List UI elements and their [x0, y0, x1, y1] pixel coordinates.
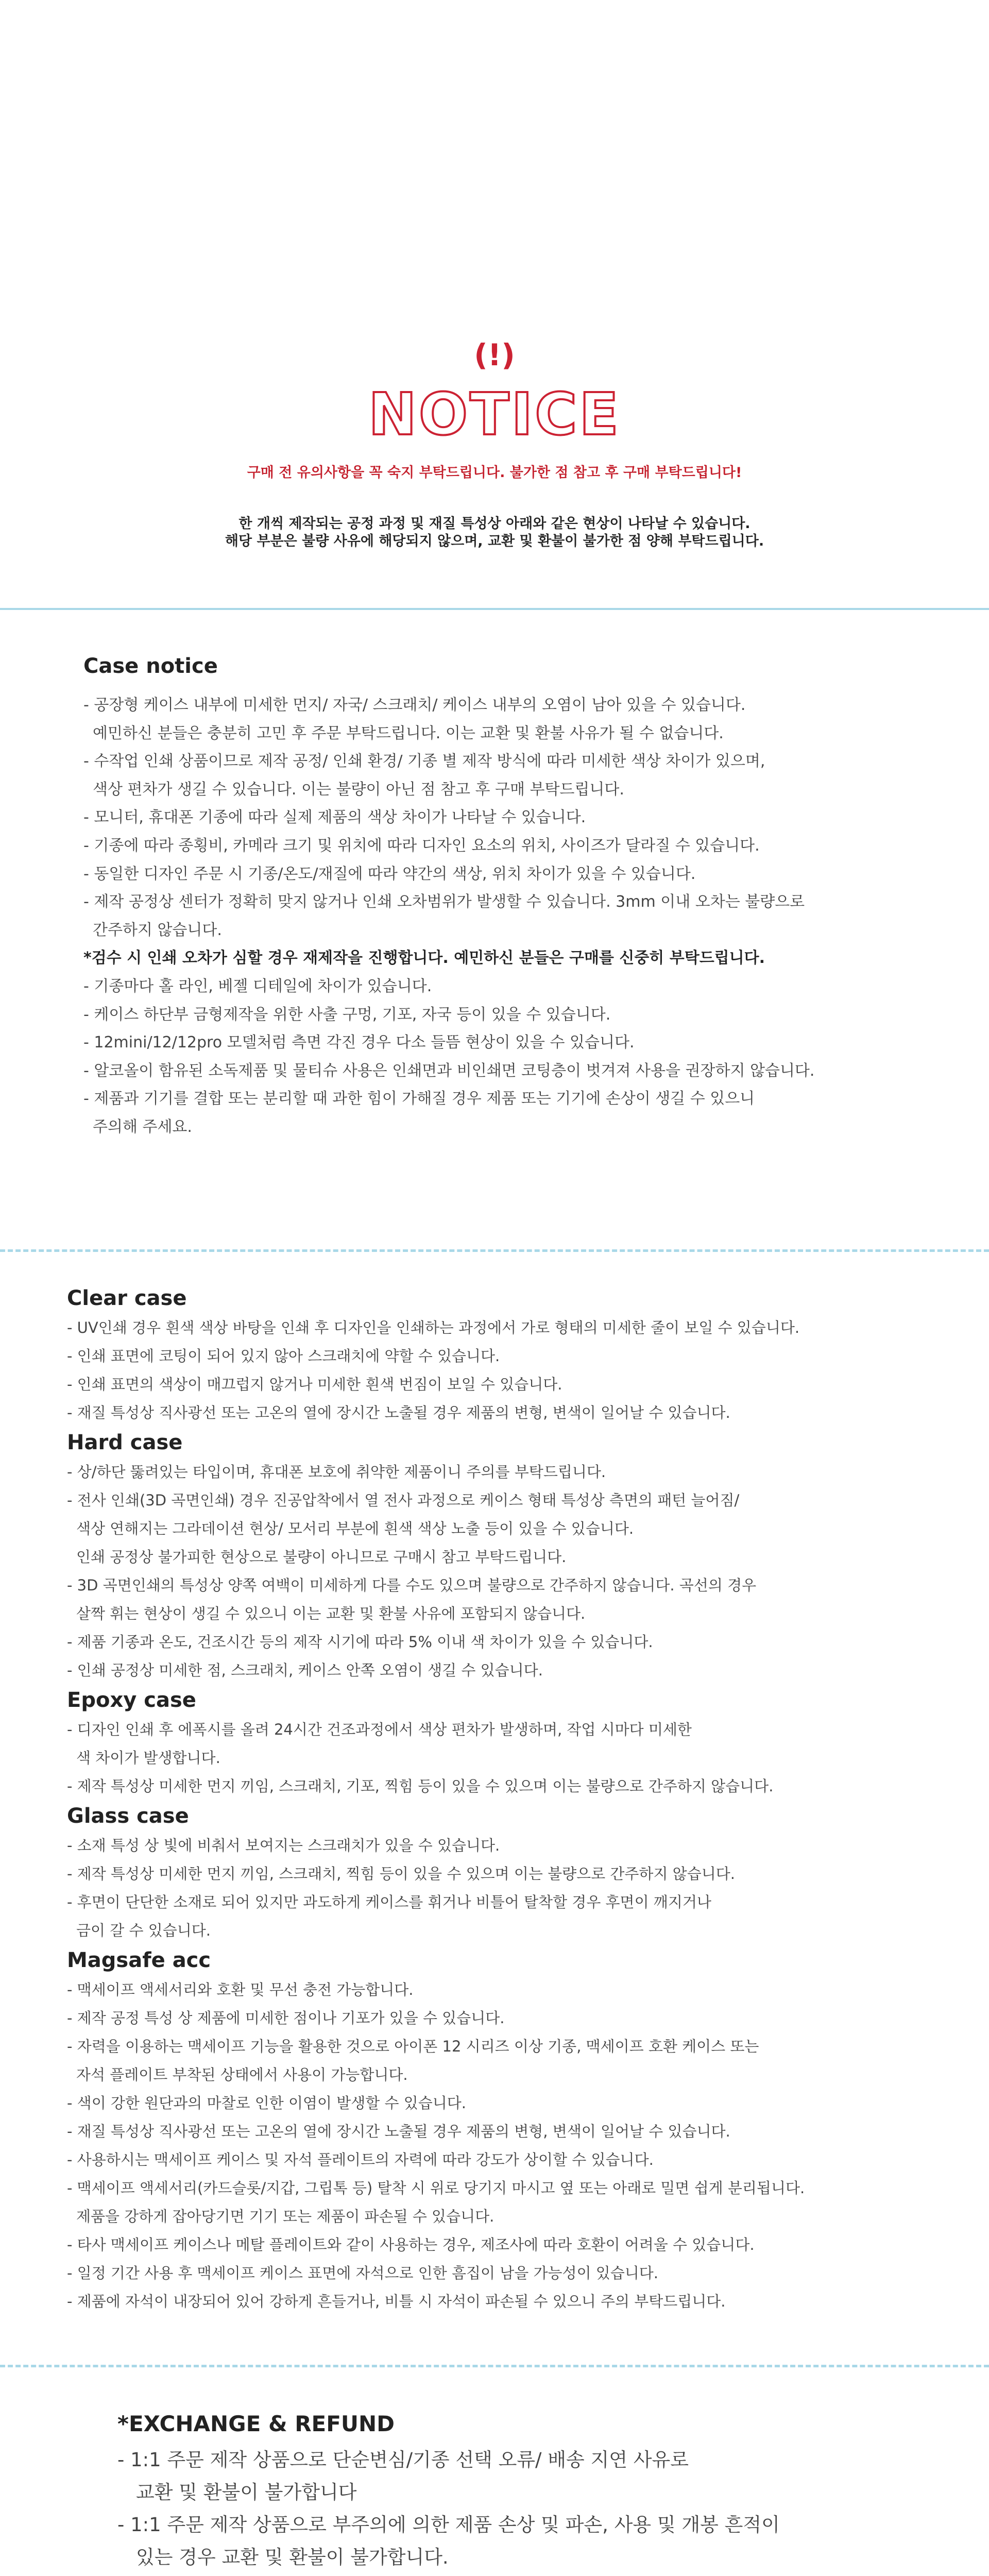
notice-line-emphasis: *검수 시 인쇄 오차가 심할 경우 재제작을 진행합니다. 예민하신 분들은 구매를 신중히 부탁드립니다.: [83, 949, 765, 968]
hero-description-line: 해당 부분은 불량 사유에 해당되지 않으며, 교환 및 환불이 불가한 점 양해 부탁드립니다.: [225, 533, 764, 549]
glass-case-line: - 후면이 단단한 소재로 되어 있지만 과도하게 케이스를 휘거나 비틀어 탈착할 경우 후면이 깨지거나: [67, 1893, 711, 1911]
magsafe-title: Magsafe acc: [67, 1948, 211, 1972]
hard-case-line: 살짝 휘는 현상이 생길 수 있으니 이는 교환 및 환불 사유에 포함되지 않습니다.: [76, 1605, 586, 1622]
hard-case-line: 인쇄 공정상 불가피한 현상으로 불량이 아니므로 구매시 참고 부탁드립니다.: [76, 1548, 567, 1566]
glass-case-title: Glass case: [67, 1804, 189, 1828]
notice-line: - 기종에 따라 종횡비, 카메라 크기 및 위치에 따라 디자인 요소의 위치, 사이즈가 달라질 수 있습니다.: [83, 836, 760, 855]
magsafe-line: - 맥세이프 액세서리(카드슬롯/지갑, 그립톡 등) 탈착 시 위로 당기지 마시고 옆 또는 아래로 밀면 쉽게 분리됩니다.: [67, 2179, 805, 2197]
section-divider: [0, 1249, 989, 1252]
notice-line: 간주하지 않습니다.: [93, 921, 222, 939]
magsafe-line: 자석 플레이트 부착된 상태에서 사용이 가능합니다.: [76, 2066, 408, 2083]
notice-line: - 12mini/12/12pro 모델처럼 측면 각진 경우 다소 들뜸 현상이 있을 수 있습니다.: [83, 1033, 635, 1052]
notice-line: - 동일한 디자인 주문 시 기종/온도/재질에 따라 약간의 색상, 위치 차이가 있을 수 있습니다.: [83, 865, 696, 883]
notice-title: NOTICE: [368, 381, 621, 448]
notice-hero: [0, 0, 989, 608]
clear-case-title: Clear case: [67, 1286, 187, 1310]
hard-case-title: Hard case: [67, 1431, 183, 1454]
notice-line: - 모니터, 휴대폰 기종에 따라 실제 제품의 색상 차이가 나타날 수 있습니다.: [83, 808, 586, 827]
hard-case-line: - 인쇄 공정상 미세한 점, 스크래치, 케이스 안쪽 오염이 생길 수 있습니다.: [67, 1662, 543, 1679]
case-types-section: [67, 1283, 805, 2316]
exchange-line: - 1:1 주문 제작 상품으로 부주의에 의한 제품 손상 및 파손, 사용 및 개봉 흔적이: [117, 2514, 780, 2536]
epoxy-case-line: 색 차이가 발생합니다.: [76, 1749, 220, 1767]
case-notice-title: Case notice: [83, 654, 218, 678]
magsafe-line: - 재질 특성상 직사광선 또는 고온의 열에 장시간 노출될 경우 제품의 변형, 변색이 일어날 수 있습니다.: [67, 2123, 730, 2140]
notice-line: 주의해 주세요.: [93, 1117, 192, 1136]
exchange-line: 있는 경우 교환 및 환불이 불가합니다.: [136, 2546, 449, 2568]
notice-line: - 수작업 인쇄 상품이므로 제작 공정/ 인쇄 환경/ 기종 별 제작 방식에 따라 미세한 색상 차이가 있으며,: [83, 752, 765, 771]
hard-case-line: - 전사 인쇄(3D 곡면인쇄) 경우 진공압착에서 열 전사 과정으로 케이스 형태 특성상 측면의 패턴 늘어짐/: [67, 1492, 740, 1509]
hero-description-line: 한 개씩 제작되는 공정 과정 및 재질 특성상 아래와 같은 현상이 나타날 수 있습니다.: [238, 516, 751, 532]
magsafe-line: 제품을 강하게 잡아당기면 기기 또는 제품이 파손될 수 있습니다.: [76, 2208, 494, 2225]
clear-case-line: - 재질 특성상 직사광선 또는 고온의 열에 장시간 노출될 경우 제품의 변형, 변색이 일어날 수 있습니다.: [67, 1404, 730, 1421]
glass-case-line: - 제작 특성상 미세한 먼지 끼임, 스크래치, 찍힘 등이 있을 수 있으며 이는 불량으로 간주하지 않습니다.: [67, 1865, 735, 1883]
clear-case-line: - UV인쇄 경우 흰색 색상 바탕을 인쇄 후 디자인을 인쇄하는 과정에서 가로 형태의 미세한 줄이 보일 수 있습니다.: [67, 1319, 800, 1336]
magsafe-line: - 사용하시는 맥세이프 케이스 및 자석 플레이트의 자력에 따라 강도가 상이할 수 있습니다.: [67, 2151, 654, 2168]
magsafe-line: - 제품에 자석이 내장되어 있어 강하게 흔들거나, 비틀 시 자석이 파손될 수 있으니 주의 부탁드립니다.: [67, 2293, 726, 2310]
exchange-line: [117, 2573, 812, 2576]
exchange-refund-title: *EXCHANGE & REFUND: [117, 2411, 395, 2436]
notice-line: 예민하신 분들은 충분히 고민 후 주문 부탁드립니다. 이는 교환 및 환불 사유가 될 수 없습니다.: [93, 724, 724, 742]
magsafe-line: - 색이 강한 원단과의 마찰로 인한 이염이 발생할 수 있습니다.: [67, 2094, 466, 2112]
exchange-line: 교환 및 환불이 불가합니다: [136, 2481, 357, 2503]
hard-case-line: - 3D 곡면인쇄의 특성상 양쪽 여백이 미세하게 다를 수도 있으며 불량으로 간주하지 않습니다. 곡선의 경우: [67, 1577, 757, 1594]
glass-case-line: 금이 갈 수 있습니다.: [76, 1922, 211, 1939]
notice-line: - 기종마다 홀 라인, 베젤 디테일에 차이가 있습니다.: [83, 977, 432, 995]
hard-case-line: - 제품 기종과 온도, 건조시간 등의 제작 시기에 따라 5% 이내 색 차이가 있을 수 있습니다.: [67, 1633, 653, 1651]
magsafe-line: - 제작 공정 특성 상 제품에 미세한 점이나 기포가 있을 수 있습니다.: [67, 2009, 505, 2027]
exchange-refund-section: [117, 2411, 812, 2576]
section-divider: [0, 608, 989, 610]
notice-line: - 케이스 하단부 금형제작을 위한 사출 구멍, 기포, 자국 등이 있을 수 있습니다.: [83, 1005, 611, 1024]
warning-icon: (!): [474, 337, 515, 372]
epoxy-case-title: Epoxy case: [67, 1688, 196, 1712]
hero-warning-text: 구매 전 유의사항을 꼭 숙지 부탁드립니다. 불가한 점 참고 후 구매 부탁드립니다!: [247, 465, 742, 481]
case-notice-list: [83, 691, 814, 1142]
case-notice-section: [83, 654, 814, 1142]
notice-line: - 제작 공정상 센터가 정확히 맞지 않거나 인쇄 오차범위가 발생할 수 있습니다. 3mm 이내 오차는 불량으로: [83, 893, 805, 911]
clear-case-line: - 인쇄 표면의 색상이 매끄럽지 않거나 미세한 흰색 번짐이 보일 수 있습니다.: [67, 1376, 562, 1393]
magsafe-line: - 자력을 이용하는 맥세이프 기능을 활용한 것으로 아이폰 12 시리즈 이상 기종, 맥세이프 호환 케이스 또는: [67, 2038, 759, 2055]
clear-case-line: - 인쇄 표면에 코팅이 되어 있지 않아 스크래치에 약할 수 있습니다.: [67, 1347, 500, 1365]
magsafe-line: - 맥세이프 액세서리와 호환 및 무선 충전 가능합니다.: [67, 1981, 414, 1998]
epoxy-case-line: - 디자인 인쇄 후 에폭시를 올려 24시간 건조과정에서 색상 편차가 발생하며, 작업 시마다 미세한: [67, 1721, 692, 1738]
epoxy-case-line: - 제작 특성상 미세한 먼지 끼임, 스크래치, 기포, 찍힘 등이 있을 수 있으며 이는 불량으로 간주하지 않습니다.: [67, 1777, 774, 1795]
section-divider: [0, 2365, 989, 2367]
notice-line: - 알코올이 함유된 소독제품 및 물티슈 사용은 인쇄면과 비인쇄면 코팅층이 벗겨져 사용을 권장하지 않습니다.: [83, 1061, 815, 1080]
hard-case-line: - 상/하단 뚫려있는 타입이며, 휴대폰 보호에 취약한 제품이니 주의를 부탁드립니다.: [67, 1463, 606, 1481]
notice-line: - 제품과 기기를 결합 또는 분리할 때 과한 힘이 가해질 경우 제품 또는 기기에 손상이 생길 수 있으니: [83, 1090, 755, 1108]
exchange-line: - 1:1 주문 제작 상품으로 단순변심/기종 선택 오류/ 배송 지연 사유로: [117, 2449, 689, 2471]
hard-case-line: 색상 연해지는 그라데이션 현상/ 모서리 부분에 흰색 색상 노출 등이 있을 수 있습니다.: [76, 1520, 634, 1537]
notice-line: - 공장형 케이스 내부에 미세한 먼지/ 자국/ 스크래치/ 케이스 내부의 오염이 남아 있을 수 있습니다.: [83, 696, 746, 714]
magsafe-line: - 타사 맥세이프 케이스나 메탈 플레이트와 같이 사용하는 경우, 제조사에 따라 호환이 어려울 수 있습니다.: [67, 2236, 755, 2253]
hero-description: [0, 515, 989, 550]
notice-line: 색상 편차가 생길 수 있습니다. 이는 불량이 아닌 점 참고 후 구매 부탁드립니다.: [93, 780, 624, 799]
magsafe-line: - 일정 기간 사용 후 맥세이프 케이스 표면에 자석으로 인한 흠집이 남을 가능성이 있습니다.: [67, 2264, 659, 2282]
glass-case-line: - 소재 특성 상 빛에 비춰서 보여지는 스크래치가 있을 수 있습니다.: [67, 1837, 500, 1854]
